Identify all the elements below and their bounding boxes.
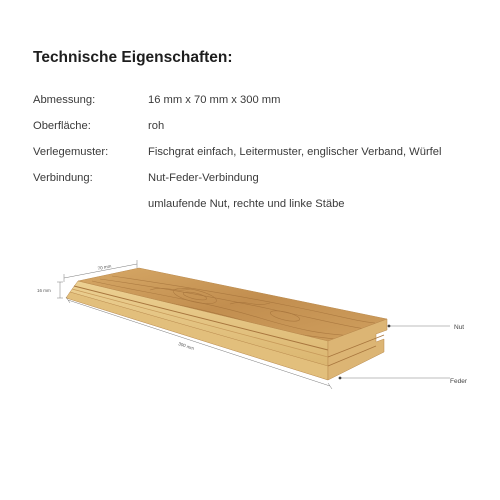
property-label: Oberfläche: — [33, 120, 91, 132]
property-value: 16 mm x 70 mm x 300 mm — [148, 94, 281, 106]
property-label: Verbindung: — [33, 172, 93, 184]
groove-marker — [388, 325, 391, 328]
property-value: Nut-Feder-Verbindung — [148, 172, 259, 184]
floorboard-diagram — [0, 255, 500, 415]
property-label: Verlegemuster: — [33, 146, 109, 158]
property-value: Fischgrat einfach, Leitermuster, englischer Verband, Würfel — [148, 146, 442, 158]
page-title: Technische Eigenschaften: — [33, 49, 233, 66]
dimension-width: 70 mm — [97, 263, 112, 271]
dimension-length: 300 mm — [177, 341, 195, 351]
dimension-height: 16 mm — [37, 288, 51, 293]
property-label: Abmessung: — [33, 94, 96, 106]
property-value: roh — [148, 120, 165, 132]
property-value: umlaufende Nut, rechte und linke Stäbe — [148, 198, 345, 210]
callout-tongue: Feder — [450, 378, 467, 385]
callout-groove: Nut — [454, 324, 465, 331]
tongue-marker — [339, 377, 342, 380]
